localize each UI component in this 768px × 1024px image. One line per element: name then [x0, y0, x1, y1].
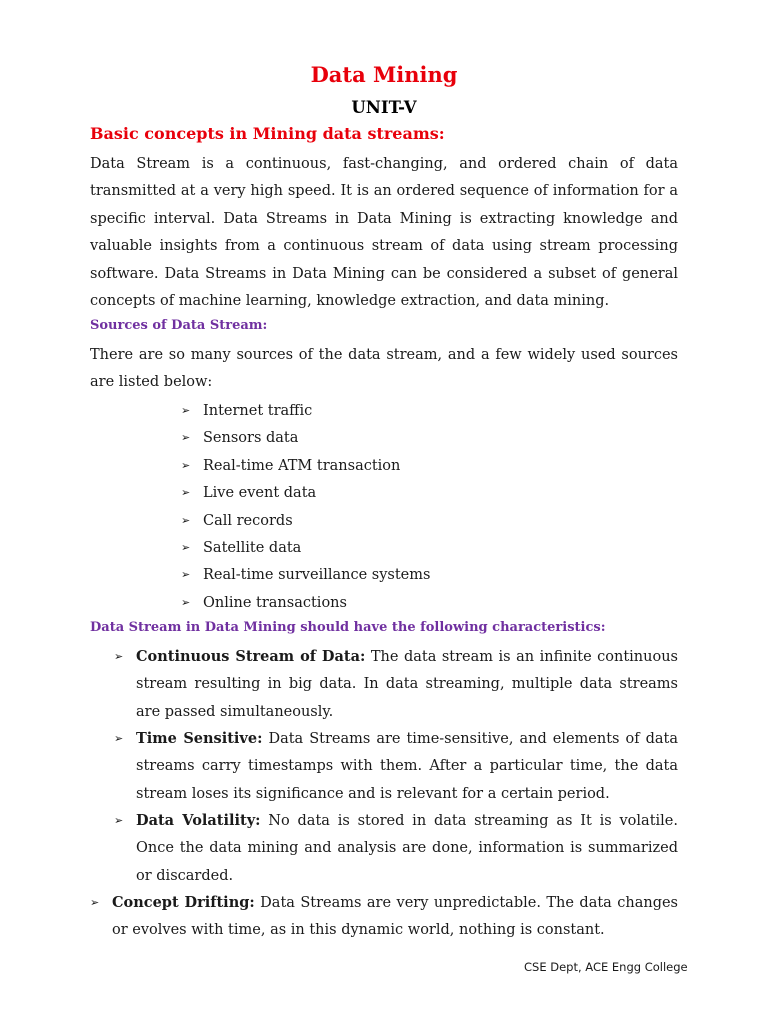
page-footer: CSE Dept, ACE Engg College [524, 960, 688, 974]
sources-intro: There are so many sources of the data stream, and a few widely used sources are listed below: [90, 347, 678, 391]
characteristics-heading: Data Stream in Data Mining should have the following characteristics: [90, 620, 606, 635]
characteristic-item [114, 725, 678, 808]
arrow-bullet-icon: ➢ [181, 404, 191, 417]
unit-heading: UNIT-V [351, 98, 417, 117]
characteristic-text: Data Streams are very unpredictable. The data changes or evolves with time, as in this dynamic world, nothing is constant. [112, 895, 678, 939]
arrow-bullet-icon: ➢ [181, 540, 191, 554]
list-item: ➢ Satellite data [181, 534, 430, 561]
section-heading: Basic concepts in Mining data streams: [90, 124, 445, 143]
list-item: ➢ Online transactions [181, 589, 430, 616]
arrow-bullet-icon: ➢ [181, 486, 191, 500]
intro-paragraph: Data Stream is a continuous, fast-changing, and ordered chain of data transmitted at a very high speed. It is an ordered sequence of information for a specific interval. Data Streams in Data Mining is extracting knowledge and valuable insights from a continuous stream of data using stream processing software. Data Streams in Data Mining can be considered a subset of general concepts of machine learning, knowledge extraction, and data mining. [90, 156, 678, 310]
list-item: ➢ Real-time surveillance systems [181, 561, 430, 588]
characteristic-term: Time Sensitive: [136, 730, 263, 747]
characteristic-term: Data Volatility: [136, 812, 261, 829]
list-item: ➢ Internet traffic [181, 397, 430, 424]
list-item: ➢ Live event data [181, 479, 430, 506]
list-item: ➢ Sensors data [181, 424, 430, 451]
list-item: ➢ Real-time ATM transaction [181, 452, 430, 479]
arrow-bullet-icon: ➢ [181, 595, 191, 609]
arrow-bullet-icon: ➢ [114, 732, 124, 745]
arrow-bullet-icon: ➢ [114, 814, 124, 827]
characteristic-item [114, 643, 678, 726]
arrow-bullet-icon: ➢ [181, 568, 191, 582]
document-title: Data Mining [310, 62, 458, 87]
characteristic-item [114, 807, 678, 890]
arrow-bullet-icon: ➢ [181, 513, 191, 527]
characteristic-text: Data Streams are time-sensitive, and elements of data streams carry timestamps with them. After a particular time, the data stream loses its significance and is relevant for a certain period. [136, 731, 678, 802]
list-item: ➢ Call records [181, 507, 430, 534]
characteristic-item [90, 889, 678, 945]
sources-heading: Sources of Data Stream: [90, 318, 268, 333]
sources-list [181, 397, 430, 616]
arrow-bullet-icon: ➢ [114, 650, 124, 663]
characteristic-term: Concept Drifting: [112, 894, 255, 911]
characteristic-term: Continuous Stream of Data: [136, 648, 366, 665]
arrow-bullet-icon: ➢ [181, 458, 191, 472]
characteristic-text: The data stream is an infinite continuous stream resulting in big data. In data streaming, multiple data streams are passed simultaneously. [136, 649, 678, 720]
characteristic-text: No data is stored in data streaming as It is volatile. Once the data mining and analysis are done, information is summarized or discarded. [136, 813, 678, 884]
arrow-bullet-icon: ➢ [90, 896, 100, 909]
arrow-bullet-icon: ➢ [181, 431, 191, 445]
